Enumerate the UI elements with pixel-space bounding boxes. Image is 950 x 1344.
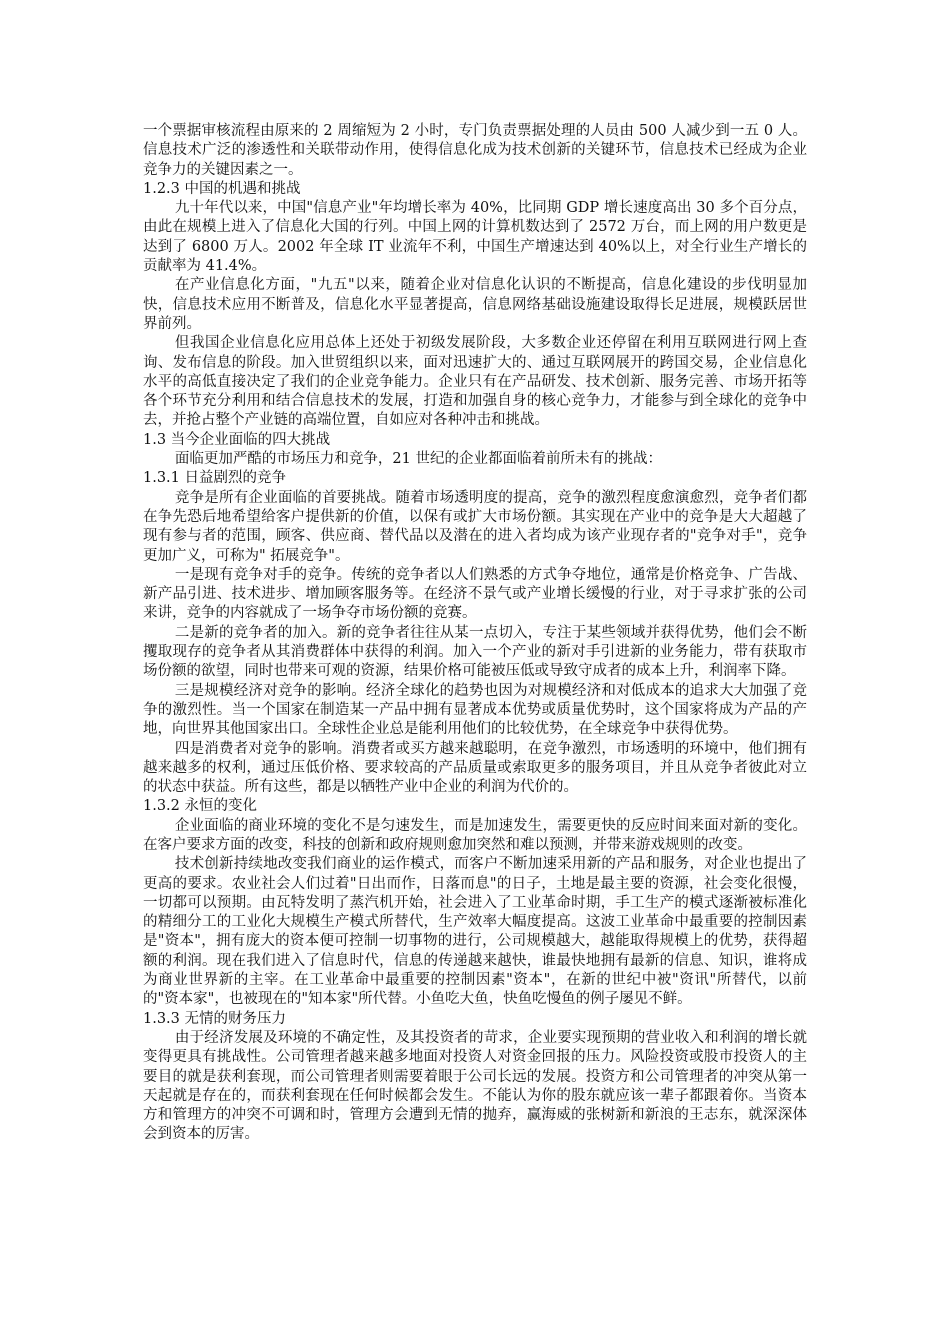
section-heading: 1.2.3 中国的机遇和挑战 bbox=[143, 180, 301, 197]
paragraph: 企业面临的商业环境的变化不是匀速发生，而是加速发生，需要更快的反应时间来面对新的变化。在客户要求方面的改变，科技的创新和政府规则愈加突然和难以预测，并带来游戏规则的改变。 bbox=[143, 817, 807, 853]
paragraph: 技术创新持续地改变我们商业的运作模式，而客户不断加速采用新的产品和服务，对企业也提出了更高的要求。农业社会人们过着"日出而作，日落而息"的日子，土地是最主要的资源，社会变化很慢，一切都可以预期。由瓦特发明了蒸汽机开始，社会进入了工业革命时期，手工生产的模式逐渐被标准化的精细分工的工业化大规模生产模式所替代，生产效率大幅度提高。这波工业革命中最重要的控制因素是"资本"，拥有庞大的资本便可控制一切事物的进行，公司规模越大，越能取得规模上的优势，获得超额的利润。现在我们进入了信息时代，信息的传递越来越快，谁最快地拥有最新的信息、知识，谁将成为商业世界新的主宰。在工业革命中最重要的控制因素"资本"，在新的世纪中被"资讯"所替代，以前的"资本家"，也被现在的"知本家"所代替。小鱼吃大鱼，快鱼吃慢鱼的例子屡见不鲜。 bbox=[143, 856, 807, 1008]
paragraph: 九十年代以来，中国"信息产业"年均增长率为 40%，比同期 GDP 增长速度高出 30 多个百分点，由此在规模上进入了信息化大国的行列。中国上网的计算机数达到了 2572 万台，而上网的用户数更是达到了 6800 万人。2002 年全球 IT 业流年不利，中国生产增速达到 40%以上，对全行业生产增长的贡献率为 41.4%。 bbox=[143, 200, 807, 275]
paragraph: 由于经济发展及环境的不确定性，及其投资者的苛求，企业要实现预期的营业收入和利润的增长就变得更具有挑战性。公司管理者越来越多地面对投资人对资金回报的压力。风险投资或股市投资人的主要目的就是获利套现，而公司管理者则需要着眼于公司长远的发展。投资方和公司管理者的冲突从第一天起就是存在的，而获利套现在任何时候都会发生。不能认为你的股东就应该一辈子都跟着你。当资本方和管理方的冲突不可调和时，管理方会遭到无情的抛弃，赢海威的张树新和新浪的王志东，就深深体会到资本的厉害。 bbox=[143, 1029, 807, 1143]
paragraph: 二是新的竞争者的加入。新的竞争者往往从某一点切入，专注于某些领域并获得优势，他们会不断攫取现存的竞争者从其消费群体中获得的利润。加入一个产业的新对手引进新的业务能力，带有获取市场份额的欲望，同时也带来可观的资源，结果价格可能被压低或导致守成者的成本上升，利润率下降。 bbox=[143, 624, 807, 680]
section-heading: 1.3.3 无情的财务压力 bbox=[143, 1010, 287, 1027]
paragraph: 三是规模经济对竞争的影响。经济全球化的趋势也因为对规模经济和对低成本的追求大大加强了竞争的激烈性。当一个国家在制造某一产品中拥有显著成本优势或质量优势时，这个国家将成为产品的产地，向世界其他国家出口。全球性企业总是能利用他们的比较优势，在全球竞争中获得优势。 bbox=[143, 682, 807, 738]
paragraph: 但我国企业信息化应用总体上还处于初级发展阶段，大多数企业还停留在利用互联网进行网上查询、发布信息的阶段。加入世贸组织以来，面对迅速扩大的、通过互联网展开的跨国交易，企业信息化水平的高低直接决定了我们的企业竞争能力。企业只有在产品研发、技术创新、服务完善、市场开拓等各个环节充分利用和结合信息技术的发展，打造和加强自身的核心竞争力，才能参与到全球化的竞争中去，并抢占整个产业链的高端位置，自如应对各种冲击和挑战。 bbox=[143, 335, 807, 429]
section-heading: 1.3.2 永恒的变化 bbox=[143, 798, 258, 815]
paragraph: 竞争是所有企业面临的首要挑战。随着市场透明度的提高，竞争的激烈程度愈演愈烈，竞争者们都在争先恐后地希望给客户提供新的价值，以保有或扩大市场份额。其实现在产业中的竞争是大大超越了现有参与者的范围，顾客、供应商、替代品以及潜在的进入者均成为该产业现存者的"竞争对手"，竞争更加广义，可称为" 拓展竞争"。 bbox=[143, 489, 807, 564]
paragraph: 一是现有竞争对手的竞争。传统的竞争者以人们熟悉的方式争夺地位，通常是价格竞争、广告战、新产品引进、技术进步、增加顾客服务等。在经济不景气或产业增长缓慢的行业，对于寻求扩张的公司来讲，竞争的内容就成了一场争夺市场份额的竞赛。 bbox=[143, 566, 807, 622]
document-page bbox=[143, 122, 807, 1145]
paragraph: 一个票据审核流程由原来的 2 周缩短为 2 小时，专门负责票据处理的人员由 500 人减少到一五 0 人。信息技术广泛的渗透性和关联带动作用，使得信息化成为技术创新的关键环节，信息技术已经成为企业竞争力的关键因素之一。 bbox=[143, 123, 807, 178]
section-heading: 1.3 当今企业面临的四大挑战 bbox=[143, 431, 331, 448]
section-heading: 1.3.1 日益剧烈的竞争 bbox=[143, 470, 287, 487]
paragraph: 在产业信息化方面，"九五"以来，随着企业对信息化认识的不断提高，信息化建设的步伐明显加快，信息技术应用不断普及，信息化水平显著提高，信息网络基础设施建设取得长足进展，规模跃居世界前列。 bbox=[143, 277, 807, 332]
paragraph: 四是消费者对竞争的影响。消费者或买方越来越聪明，在竞争激烈，市场透明的环境中，他们拥有越来越多的权利，通过压低价格、要求较高的产品质量或索取更多的服务项目，并且从竞争者彼此对立的状态中获益。所有这些，都是以牺牲产业中企业的利润为代价的。 bbox=[143, 740, 807, 796]
paragraph: 面临更加严酷的市场压力和竞争，21 世纪的企业都面临着前所未有的挑战： bbox=[174, 451, 662, 468]
